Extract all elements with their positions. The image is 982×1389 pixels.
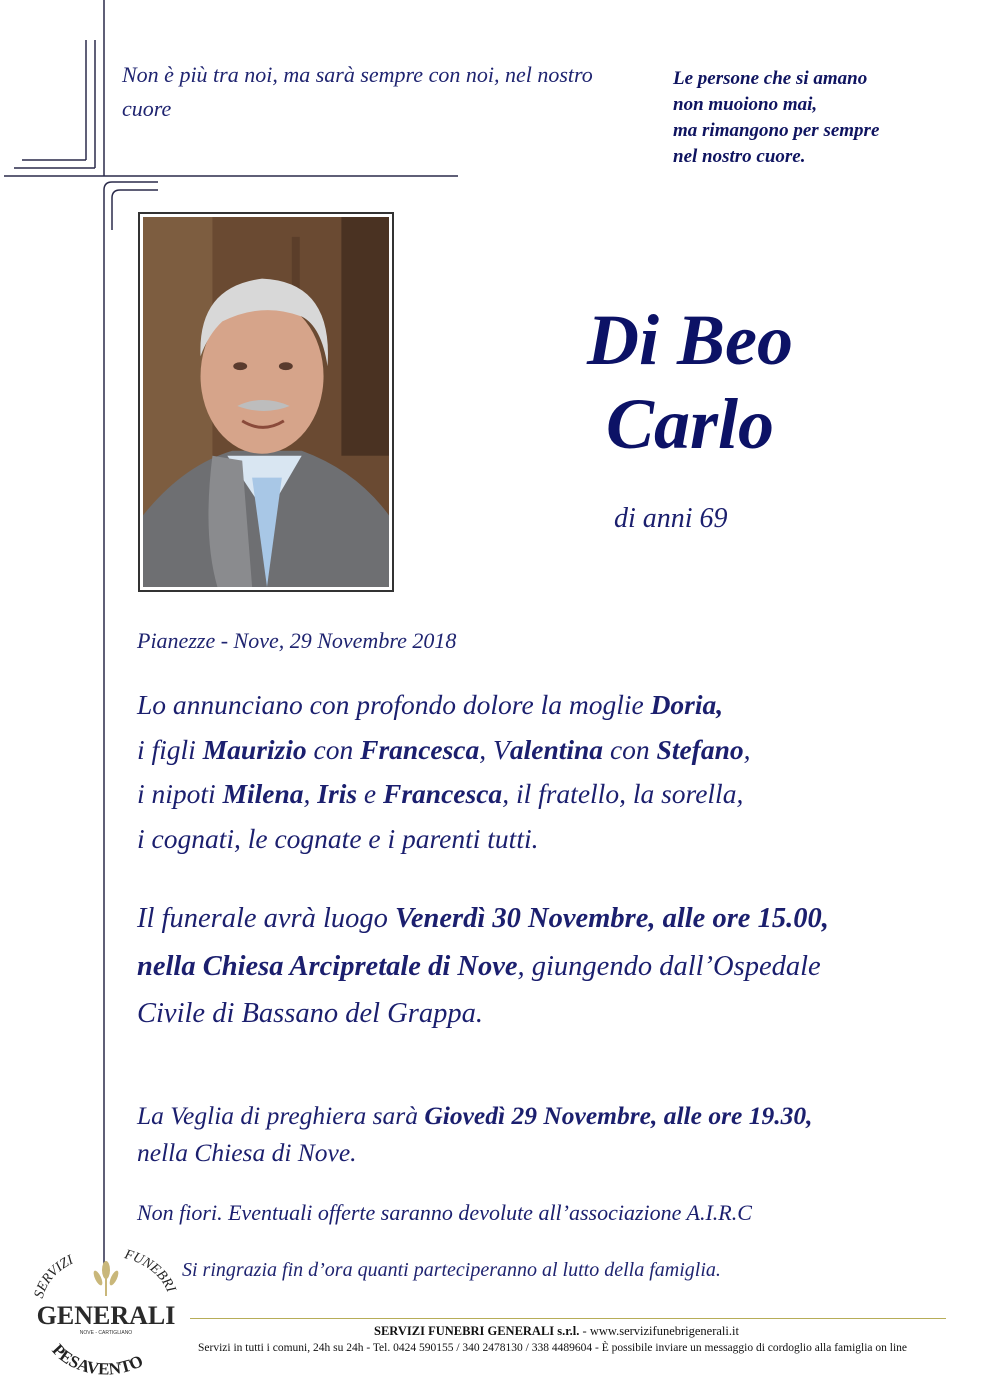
footer-company: SERVIZI FUNEBRI GENERALI s.r.l. - www.servizifunebrigenerali.it [374,1324,739,1338]
funeral-paragraph: Il funerale avrà luogo Venerdì 30 Novembre, alle ore 15.00, nella Chiesa Arcipretale di Nove, giungendo dall’Ospedale Civile di Bassano del Grappa. [137,903,829,1029]
quote-left: Non è più tra noi, ma sarà sempre con noi, nel nostro cuore [122,62,593,121]
wheat-emblem-icon [92,1261,120,1296]
svg-text:PESAVENTO: PESAVENTO [48,1340,147,1379]
svg-text:NOVE - CARTIGLIANO: NOVE - CARTIGLIANO [79,1330,133,1336]
deceased-name: Carlo [605,384,775,464]
deceased-age: di anni 69 [614,503,728,534]
vigil-paragraph: La Veglia di preghiera sarà Giovedì 29 Novembre, alle ore 19.30, nella Chiesa di Nove. [137,1101,813,1167]
thanks-note: Si ringrazia fin d’ora quanti parteciperanno al lutto della famiglia. [182,1259,721,1281]
announcement-paragraph: Lo annunciano con profondo dolore la moglie Doria, i figli Maurizio con Francesca, Valentina con Stefano, i nipoti Milena, Iris e Francesca, il fratello, la sorella, i cognati, le cognate e i parenti tutti. [137,689,751,854]
svg-text:GENERALI: GENERALI [36,1301,176,1330]
svg-text:FUNEBRI: FUNEBRI [122,1248,179,1295]
quote-right: Le persone che si amano non muoiono mai, ma rimangono per sempre nel nostro cuore. [673,68,880,167]
footer-details: Servizi in tutti i comuni, 24h su 24h - Tel. 0424 590155 / 340 2478130 / 338 4489604 - È possibile inviare un messaggio di cordoglio alla famiglia on line [198,1342,908,1354]
svg-text:SERVIZI: SERVIZI [31,1252,76,1300]
deceased-surname: Di Beo [587,300,793,380]
footer-rule [190,1318,946,1319]
no-flowers-note: Non fiori. Eventuali offerte saranno devolute all’associazione A.I.R.C [137,1200,752,1225]
funeral-home-logo [28,1248,184,1388]
portrait-photo-frame [138,212,394,592]
portrait-photo [143,217,389,587]
place-date: Pianezze - Nove, 29 Novembre 2018 [137,628,457,653]
